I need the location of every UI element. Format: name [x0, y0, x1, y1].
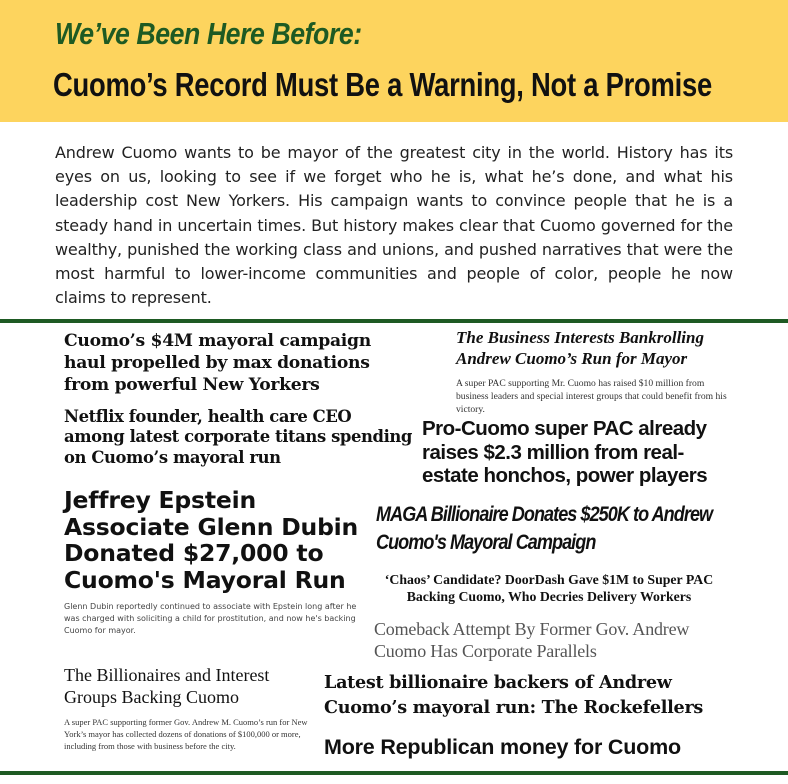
- clipping-dek: Glenn Dubin reportedly continued to associate with Epstein long after he was charged with soliciting a child for prostitution, and now he's backing Cuomo for mayor.: [64, 602, 357, 635]
- clipping-headline: The Billionaires and Interest Groups Backing Cuomo: [64, 665, 270, 707]
- clipping-4m-campaign-haul: [64, 330, 409, 396]
- clipping-billionaires-interest-groups: [64, 664, 319, 752]
- clipping-doordash: [369, 572, 729, 605]
- clipping-business-interests: [456, 327, 731, 416]
- clipping-headline: Pro-Cuomo super PAC already raises $2.3 million from real-estate honchos, power players: [422, 417, 708, 487]
- header-kicker: We’ve Been Here Before:: [55, 16, 362, 51]
- clipping-republican-money: [324, 733, 729, 761]
- clipping-headline: Netflix founder, health care CEO among latest corporate titans spending on Cuomo’s mayoral run: [64, 407, 412, 467]
- clipping-epstein-associate: [64, 487, 359, 637]
- page-title: Cuomo’s Record Must Be a Warning, Not a Promise: [53, 66, 712, 103]
- clipping-headline: Latest billionaire backers of Andrew Cuomo’s mayoral run: The Rockefellers: [324, 672, 704, 718]
- clipping-comeback-attempt: [374, 618, 729, 662]
- clipping-headline: Cuomo’s $4M mayoral campaign haul propelled by max donations from powerful New Yorkers: [64, 331, 371, 395]
- top-divider: [0, 319, 788, 323]
- clipping-maga-billionaire: [370, 501, 736, 557]
- header-banner: [0, 0, 788, 122]
- clipping-headline: More Republican money for Cuomo: [324, 735, 681, 759]
- clipping-headline: MAGA Billionaire Donates $250K to Andrew Cuomo's Mayoral Campaign: [376, 503, 713, 554]
- bottom-divider: [0, 771, 788, 775]
- clipping-super-pac-real-estate: [418, 417, 734, 488]
- clipping-netflix-founder: [64, 407, 416, 468]
- clipping-headline: ‘Chaos’ Candidate? DoorDash Gave $1M to Super PAC Backing Cuomo, Who Decries Delivery Workers: [384, 572, 714, 604]
- intro-paragraph: Andrew Cuomo wants to be mayor of the greatest city in the world. History has its eyes on us, looking to see if we forget who he is, what he’s done, and what his leadership cost New Yorkers. His campaign wants to convince people that he is a steady hand in uncertain times. But history makes clear that Cuomo governed for the wealthy, punished the working class and unions, and pushed narratives that were the most harmful to lower-income communities and people of color, people he now claims to represent.: [55, 143, 733, 308]
- clipping-rockefellers: [324, 671, 729, 720]
- clipping-headline: Comeback Attempt By Former Gov. Andrew Cuomo Has Corporate Parallels: [374, 619, 690, 661]
- clipping-headline: Jeffrey Epstein Associate Glenn Dubin Donated $27,000 to Cuomo's Mayoral Run: [64, 486, 359, 594]
- clipping-dek: A super PAC supporting Mr. Cuomo has raised $10 million from business leaders and special interest groups that could benefit from his victory.: [456, 378, 727, 415]
- clipping-headline: The Business Interests Bankrolling Andrew Cuomo’s Run for Mayor: [456, 328, 704, 368]
- clipping-dek: A super PAC supporting former Gov. Andrew M. Cuomo’s run for New York’s mayor has collected dozens of donations of $100,000 or more, including from those with business before the city.: [64, 717, 308, 751]
